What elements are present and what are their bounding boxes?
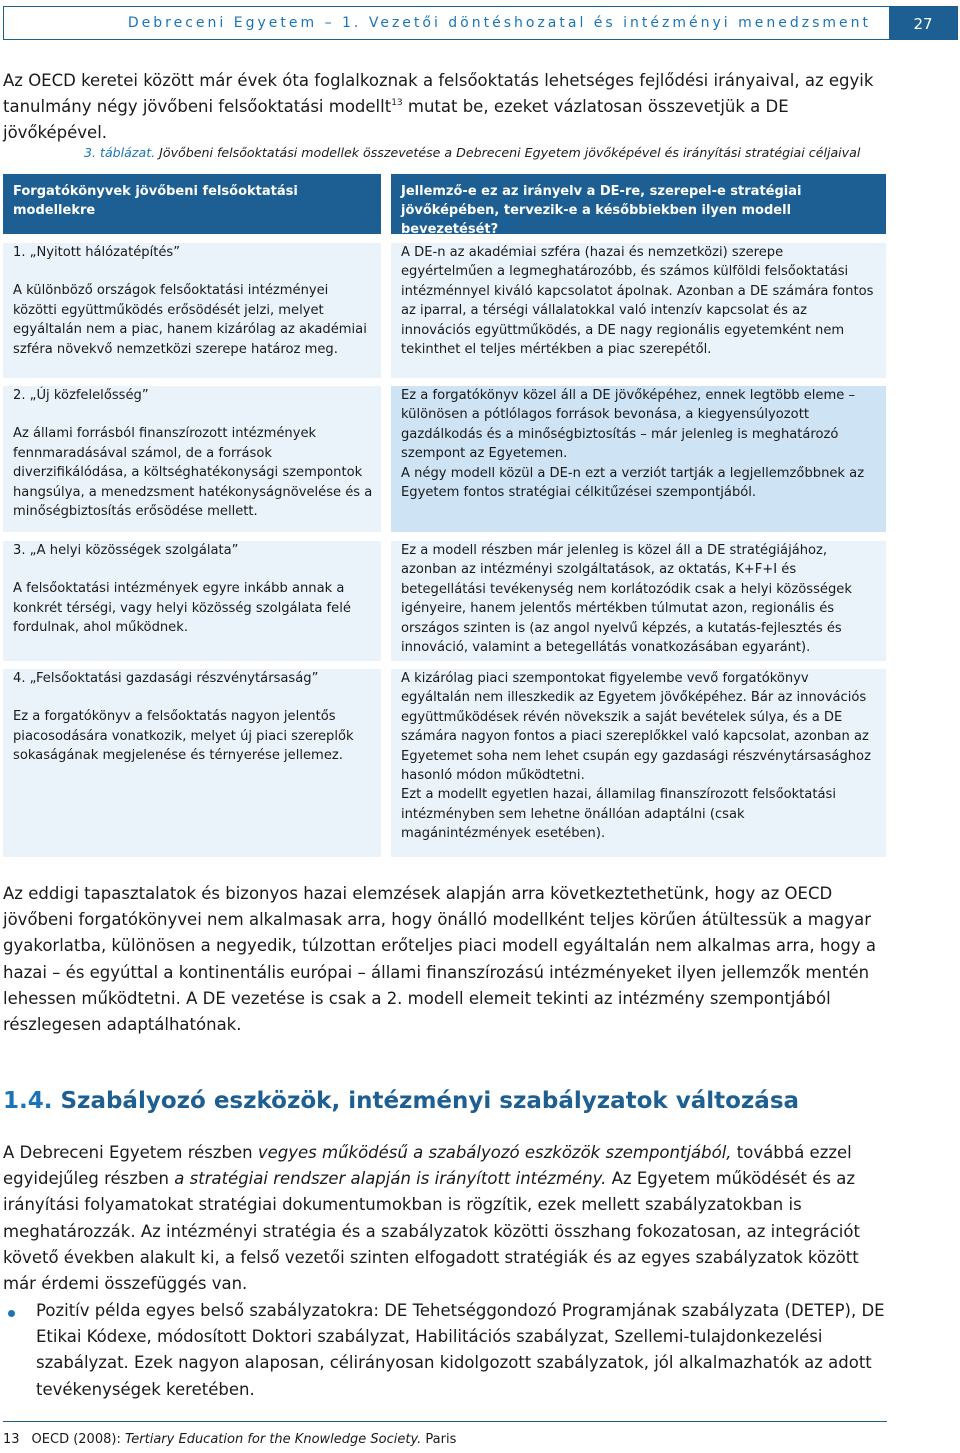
table-cell-assessment: Ez a modell részben már jelenleg is közel áll a DE stratégiájához, azonban az intézményi szolgáltatások, az oktatás, K+F+I és betegellátási tevékenység nem korlátozódik csak a helyi közösségek igényeire, hanem jelentős mértékben túlmutat azon, regionális és országos szinten is (az angol nyelvű képzés, a kutatás-fejlesztés és innováció, valamint a betegellátás vonatkozásában egyaránt). xyxy=(391,541,886,661)
scenario-description: A különböző országok felsőoktatási intézményei közötti együttműködés erősödését jelzi, melyet egyáltalán nem a piac, hanem kizárólag az akadémiai szféra növekvő nemzetközi szerepe határoz meg. xyxy=(13,283,367,357)
section-number: 1.4. xyxy=(3,1088,53,1114)
table-row xyxy=(3,386,886,532)
section-paragraph xyxy=(3,1140,887,1297)
scenario-title: 1. „Nyitott hálózatépítés” xyxy=(13,245,180,260)
table-cell-scenario xyxy=(3,243,381,378)
page-header xyxy=(3,6,958,40)
section-heading xyxy=(3,1088,799,1114)
comparison-table xyxy=(3,174,886,857)
section-text: Az Egyetem működését és az irányítási folyamatokat stratégiai dokumentumokban is rögzítik, ezek mellett szabályzatokban is meghatározzák. Az intézményi stratégia és a szabályzatok közötti összhang fokozatosan, az integrációt követő években alakult ki, a felső vezetői szinten elfogadott stratégiák és az egyes szabályzatok között már érdemi összefüggés van. xyxy=(3,1169,860,1294)
section-text: továbbá ezzel egyidejűleg részben xyxy=(3,1143,852,1189)
table-cell-scenario xyxy=(3,541,381,661)
table-caption-text: Jövőbeni felsőoktatási modellek összevetése a Debreceni Egyetem jövőképével és irányítási stratégiai céljaival xyxy=(155,145,861,160)
table-cell-assessment: A kizárólag piaci szempontokat figyelembe vevő forgatókönyv egyáltalán nem illeszkedik az Egyetem jövőképéhez. Bár az innovációs együttműködések révén növekszik a saját bevételek súlya, és a DE számára nagyon fontos a piaci szereplőkkel való kapcsolat, azonban az Egyetemet soha nem lehet csupán egy gazdasági részvénytársasághoz hasonló módon működtetni. Ezt a modellt egyetlen hazai, államilag finanszírozott felsőoktatási intézményben sem lehetne önállóan adaptálni (csak magánintézmények esetében). xyxy=(391,669,886,857)
table-header-row xyxy=(3,174,886,237)
footnote-ref: 13 xyxy=(391,98,403,109)
footnote-text: OECD (2008): xyxy=(31,1432,125,1447)
scenario-description: A felsőoktatási intézmények egyre inkább annak a konkrét térségi, vagy helyi közösség szolgálata felé fordulnak, ahol működnek. xyxy=(13,581,351,636)
section-title: Szabályozó eszközök, intézményi szabályzatok változása xyxy=(52,1088,800,1114)
conclusion-paragraph: Az eddigi tapasztalatok és bizonyos hazai elemzések alapján arra következtethetünk, hogy az OECD jövőbeni forgatókönyvei nem alkalmasak arra, hogy önálló modellként teljes körűen átültessük a magyar gyakorlatba, különösen a negyedik, túlzottan erőteljes piaci modell egyáltalán nem alkalmas arra, hogy a hazai – és egyúttal a kontinentális európai – állami finanszírozású intézményeket ilyen jellemzők mentén lehessen működtetni. A DE vezetése is csak a 2. modell elemeit tekinti az intézmény szempontjából részlegesen adaptálhatónak. xyxy=(3,884,876,1035)
table-row xyxy=(3,541,886,661)
scenario-description: Ez a forgatókönyv a felsőoktatás nagyon jelentős piacosodására vonatkozik, melyet új piaci szereplők sokaságának megjelenése és térnyerése jellemez. xyxy=(13,709,354,764)
table-header-right: Jellemző-e ez az irányelv a DE-re, szerepel-e stratégiai jövőképében, tervezik-e a későbbiekben ilyen modell bevezetését? xyxy=(391,174,886,234)
intro-text-end: mutat be, ezeket vázlatosan összevetjük a DE jövőképével. xyxy=(3,97,789,143)
table-row xyxy=(3,669,886,857)
running-title: Debreceni Egyetem – 1. Vezetői döntéshozatal és intézményi menedzsment xyxy=(127,15,871,31)
footnote-number: 13 xyxy=(3,1432,20,1447)
section-emphasis: a stratégiai rendszer alapján is irányított intézmény. xyxy=(174,1169,607,1189)
scenario-description: Az állami forrásból finanszírozott intézmények fennmaradásával számol, de a források diverzifikálódása, a költséghatékonysági szempontok hangsúlya, a menedzsment hatékonyságnövelése és a minőségbiztosítás erősödése mellett. xyxy=(13,426,373,520)
table-header-left: Forgatókönyvek jövőbeni felsőoktatási modellekre xyxy=(3,174,381,234)
table-caption xyxy=(84,145,904,160)
table-cell-assessment: A DE-n az akadémiai szféra (hazai és nemzetközi) szerepe egyértelműen a legmeghatározóbb, és számos külföldi felsőoktatási intézménnyel kiváló kapcsolatot ápolnak. Azonban a DE számára fontos az iparral, a térségi vállalatokkal való intenzív kapcsolat és az innovációs együttműködés, a DE nagy regionális egyetemként nem tekinthet el teljes mértékben a piac szerepétől. xyxy=(391,243,886,378)
intro-text: Az OECD keretei között már évek óta foglalkoznak a felsőoktatás lehetséges fejlődési irányaival, az egyik tanulmány négy jövőbeni felsőoktatási modellt xyxy=(3,71,874,117)
page-number: 27 xyxy=(889,7,957,39)
footnote-title: Tertiary Education for the Knowledge Society. xyxy=(124,1432,422,1447)
section-text: A Debreceni Egyetem részben xyxy=(3,1143,258,1162)
bullet-icon xyxy=(8,1310,15,1317)
section-emphasis: vegyes működésű a szabályozó eszközök szempontjából, xyxy=(257,1143,732,1162)
scenario-title: 2. „Új közfelelősség” xyxy=(13,388,149,403)
table-cell-scenario xyxy=(3,386,381,532)
scenario-title: 3. „A helyi közösségek szolgálata” xyxy=(13,543,239,558)
intro-paragraph xyxy=(3,68,887,147)
bullet-item: Pozitív példa egyes belső szabályzatokra: DE Tehetséggondozó Programjának szabályzata (DETEP), DE Etikai Kódexe, módosított Doktori szabályzat, Habilitációs szabályzat, Szellemi-tulajdonkezelési szabályzat. Ezek nagyon alaposan, célirányosan kidolgozott szabályzatok, jól alkalmazhatók az adott tevékenységek keretében. xyxy=(36,1301,885,1399)
footnote-rule xyxy=(3,1421,887,1422)
table-cell-assessment: Ez a forgatókönyv közel áll a DE jövőképéhez, ennek legtöbb eleme – különösen a pótlólagos források bevonása, a kiegyensúlyozott gazdálkodás és a minőségbiztosítás – már jelenleg is meghatározó szempont az Egyetemen. A négy modell közül a DE-n ezt a verziót tartják a legjellemzőbbnek az Egyetem fontos stratégiai célkitűzései szempontjából. xyxy=(391,386,886,532)
footnote-place: Paris xyxy=(421,1432,457,1447)
scenario-title: 4. „Felsőoktatási gazdasági részvénytársaság” xyxy=(13,671,319,686)
table-cell-scenario xyxy=(3,669,381,857)
table-row xyxy=(3,243,886,378)
table-caption-label: 3. táblázat. xyxy=(84,145,156,160)
footnote xyxy=(3,1432,456,1447)
